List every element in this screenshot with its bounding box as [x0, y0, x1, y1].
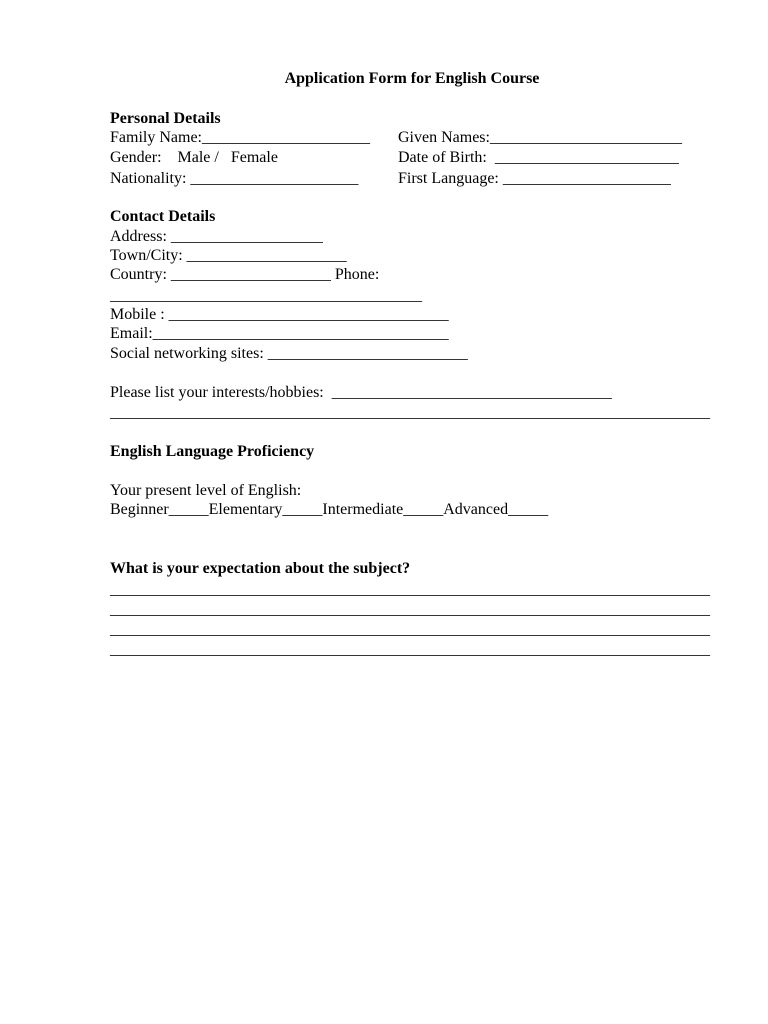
first-language-field: First Language: _____________________ — [398, 170, 671, 187]
country-phone-field: Country: ____________________ Phone: — [110, 266, 380, 283]
personal-details-heading: Personal Details — [110, 110, 221, 127]
town-city-field: Town/City: ____________________ — [110, 247, 347, 264]
level-label: Your present level of English: — [110, 482, 302, 499]
family-name-field: Family Name:_____________________ — [110, 129, 370, 146]
date-of-birth-field: Date of Birth: _______________________ — [398, 149, 679, 166]
email-field: Email:_____________________________________ — [110, 325, 449, 342]
interests-line-2: ___________________________________________________________________________ — [110, 404, 710, 421]
expectation-line: ___________________________________________________________________________ — [110, 581, 710, 598]
given-names-field: Given Names:________________________ — [398, 129, 682, 146]
expectation-line: ___________________________________________________________________________ — [110, 641, 710, 658]
expectation-line: ___________________________________________________________________________ — [110, 601, 710, 618]
proficiency-heading: English Language Proficiency — [110, 443, 315, 460]
form-title: Application Form for English Course — [284, 70, 540, 87]
mobile-field: Mobile : ___________________________________ — [110, 306, 449, 323]
address-field: Address: ___________________ — [110, 228, 323, 245]
gender-field: Gender: Male / Female — [110, 149, 278, 166]
expectation-line: ___________________________________________________________________________ — [110, 621, 710, 638]
levels-line: Beginner_____Elementary_____Intermediate_____Advanced_____ — [110, 501, 549, 518]
nationality-field: Nationality: _____________________ — [110, 170, 359, 187]
expectation-heading: What is your expectation about the subject? — [110, 560, 411, 577]
interests-field: Please list your interests/hobbies: ___________________________________ — [110, 384, 612, 401]
phone-line: _______________________________________ — [110, 287, 422, 304]
social-networking-field: Social networking sites: _________________________ — [110, 345, 468, 362]
contact-details-heading: Contact Details — [110, 208, 216, 225]
